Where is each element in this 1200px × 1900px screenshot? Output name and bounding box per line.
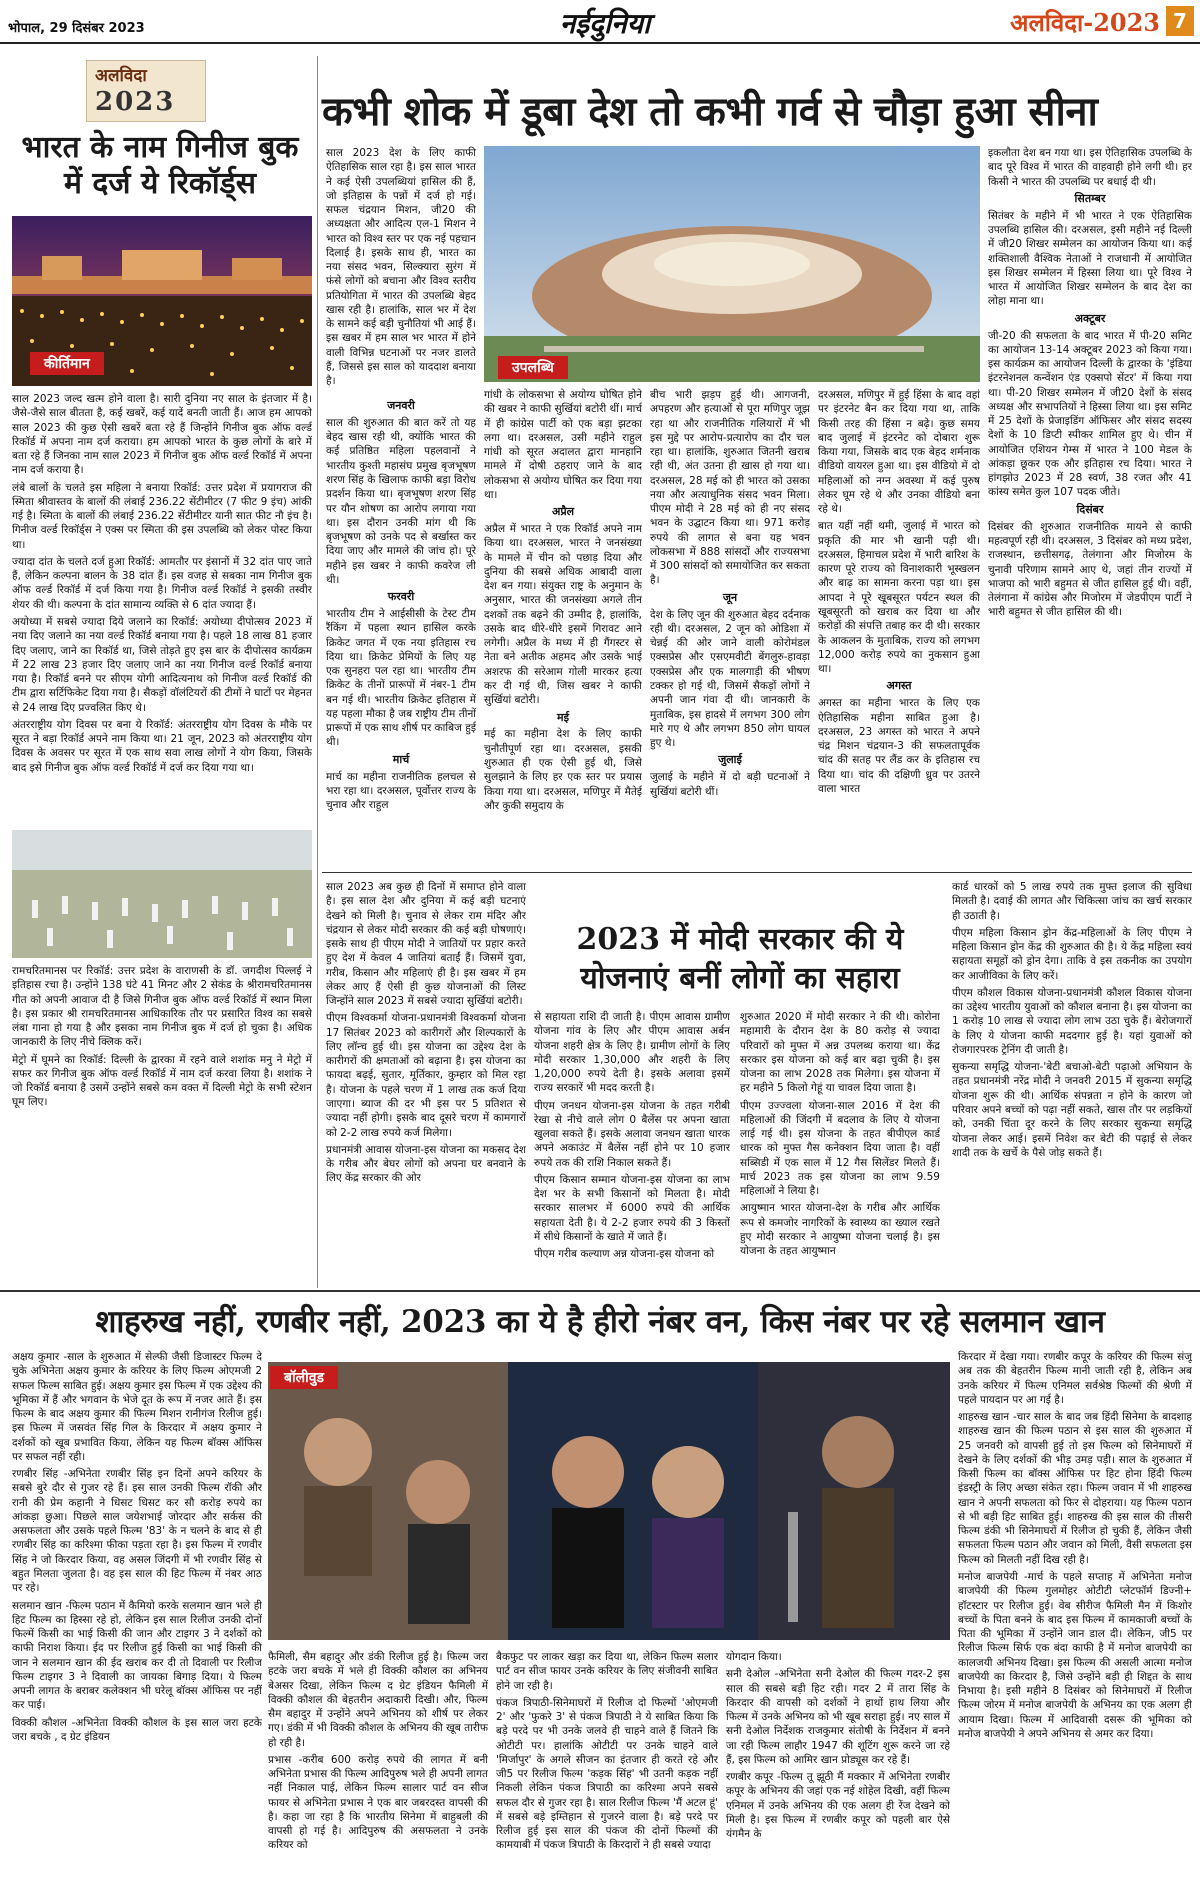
march-text: मार्च का महीना राजनीतिक हलचल से भरा रहा था। दरअसल, पूर्वोत्तर राज्य के चुनाव और राहुल: [326, 770, 476, 812]
october-text: जी-20 की सफलता के बाद भारत में पी-20 समिट का आयोजन 13-14 अक्टूबर 2023 को किया गया। इस कार्यक्रम का आयोजन दिल्ली के द्वारका के 'इंडिया इंटरनेशनल कन्वेंशन एंड एक्सपो सेंटर' में किया गया था। पी-20 शिखर सम्मेलन में जी20 देशों के संसद अध्यक्ष और सभापतियों ने हिस्सा लिया था। इस समिट में 25 देशों के प्रेजाइडिंग ऑफिसर और संसद सदस्य देशों के 10 डिप्टी स्पीकर शामिल हुए थे। चीन में आयोजित एशियन गेम्स में भारत ने 100 मेडल के आंकड़ा छूकर एक और इतिहास रच दिया। भारत ने हांगझोउ 2023 में 28 स्वर्ण, 38 रजत और 41 कांस्य समेत कुल 107 पदक जीते।: [988, 329, 1192, 499]
modi-drone-text: पीएम महिला किसान ड्रोन केंद्र-महिलाओं के लिए पीएम ने महिला किसान ड्रोन केंद्र की शुरुआत की है। ये केंद्र महिला स्वयं सहायता समूहों को ड्रोन देगा। ताकि वे इस तकनीक का उपयोग कर आजीविका के लिए करें।: [952, 926, 1192, 982]
bollywood-right-col: [958, 1350, 1192, 1892]
bolly-prabhas-cont-text: बैकफुट पर लाकर खड़ा कर दिया था, लेकिन फिल्म सलार पार्ट वन सीज फायर उनके करियर के लिए संजीवनी साबित होने जा रही है।: [496, 1651, 718, 1692]
october-heading: अक्टूबर: [1074, 311, 1106, 325]
guinness-record-ramcharit: रामचरितमानस पर रिकॉर्ड: उत्तर प्रदेश के वाराणसी के डॉ. जगदीश पिल्लई ने इतिहास रचा है। उन्होंने 138 घंटे 41 मिनट और 2 सेकंड के श्रीरामचरितमानस गीत को अपनी आवाज दी है जिसे गिनीज बुक ऑफ वर्ल्ड रिकॉर्ड में स्थान मिला है। इस प्रकार श्री रामचरितमानस आधिकारिक तौर पर प्रसारित विश्व का सबसे लंबा गाना हो गया है और इसका नाम गिनीज बुक में दर्ज हो चुका है। अधिक जानकारी के लिए नीचे क्लिक करें।: [12, 965, 312, 1049]
may-cont-text: बीच भारी झड़प हुई थी। आगजनी, अपहरण और हत्याओं से पूरा मणिपुर जूझ रहा था और राजनीतिक गलियारों में भी इस मुद्दे पर आरोप-प्रत्यारोप का दौर चल रहा था। हालांकि, शुरुआत जितनी खराब रही थी, अंत उतना ही खास हो गया था। दरअसल, 28 मई को ही भारत को उसका नया और अत्याधुनिक संसद भवन मिला। पीएम मोदी ने 28 मई को ही नए संसद भवन के उद्घाटन किया था। 971 करोड़ रुपये की लागत से बना यह भवन लोकसभा में 888 सांसदों और राज्यसभा में 300 सांसदों को समायोजित कर सकता है।: [650, 389, 810, 587]
bollywood-mid-col1: [268, 1650, 488, 1892]
may-heading: मई: [557, 710, 569, 724]
april-heading: अप्रैल: [551, 505, 575, 519]
guinness-record-ayodhya: अयोध्या में सबसे ज्यादा दिये जलाने का रिकॉर्ड: अयोध्या दीपोत्सव 2023 में नया दिए जलाने का नया वर्ल्ड रिकॉर्ड बनाया गया है। पहले 18 लाख 81 हजार दिए जलाए, जाने का रिकॉर्ड था, जिसे तोड़ते हुए इस बार के दीपोत्सव कार्यक्रम में 22 लाख 23 हजार दिए जलाए जाने का नया गिनीज वर्ल्ड रिकॉर्ड बनाया गया है। रिकॉर्ड बनने पर सीएम योगी आदित्यनाथ को गिनीज वर्ल्ड रिकॉर्ड की टीम द्वारा सर्टिफिकेट दिया गया है। सैकड़ों वॉलंटियरों की टीमों ने घाटों पर मेहनत से 24 लाख दिए प्रज्वलित किए थे।: [12, 615, 312, 714]
modi-ayushman-cont-text: कार्ड धारकों को 5 लाख रुपये तक मुफ्त इलाज की सुविधा मिलती है। दवाई की लागत और चिकित्सा जांच का खर्च सरकार ही उठाती है।: [952, 881, 1192, 922]
modi-col1: [326, 880, 526, 1284]
guinness-record-metro: मेट्रो में घूमने का रिकॉर्ड: दिल्ली के द्वारका में रहने वाले शशांक मनु ने मेट्रो में सफर कर गिनीज बुक ऑफ वर्ल्ड रिकॉर्ड में नाम दर्ज करवा लिया है। शशांक ने जो रिकॉर्ड बनाया है उसमें उन्होंने सबसे कम वक्त में दिल्ली मेट्रो के सभी स्टेशन घूम लिए।: [12, 1053, 312, 1109]
may-text: मई का महीना देश के लिए काफी चुनौतीपूर्ण रहा था। दरअसल, इसकी शुरुआत ही एक ऐसी हुई थी, जिसे सुलझाने के लिए हर एक स्तर पर प्रयास किया गया था। दरअसल, मणिपुर में मैतेई और कुकी समुदाय के: [484, 728, 642, 812]
modi-awas-cont-text: से सहायता राशि दी जाती है। पीएम आवास ग्रामीण योजना गांव के लिए और पीएम आवास अर्बन योजना शहरी क्षेत्र के लिए है। ग्रामीण लोगों के लिए मोदी सरकार 1,30,000 और शहरी के लिए 1,20,000 रुपये देती है। इसके अलावा इसमें राज्य सरकारें भी मदद करती है।: [534, 1011, 730, 1095]
bolly-salman-text: सलमान खान -फिल्म पठान में कैमियो करके सलमान खान भले ही हिट फिल्म का हिस्सा रहे हो, लेकिन इस साल रिलीज उनकी दोनों फिल्में किसी का भाई किसी की जान और टाइगर 3 ने दर्शकों को काफी निराश किया। ईद पर रिलीज हुई किसी का भाई किसी की जान ने सलमान खान की ईद खराब कर दी तो दिवाली पर रिलीज फिल्म टाइगर 3 ने दिवाली का जायका बिगाड़ दिया। ये फिल्म अपनी लागत के बराबर कलेक्शन भी घरेलू बॉक्स ऑफिस पर नहीं कर पाई।: [12, 1599, 262, 1712]
guinness-record-hair: लंबे बालों के चलते इस महिला ने बनाया रिकॉर्ड: उत्तर प्रदेश में प्रयागराज की स्मिता श्रीवास्तव के बालों की लंबाई 236.22 सेंटीमीटर (7 फीट 9 इंच) आंकी गई है। स्मिता के बालों की लंबाई 236.22 सेंटीमीटर यानी सात फीट नौ इंच है। गिनीज वर्ल्ड रिकॉर्ड्स ने एक्स पर स्मिता की इस उपलब्धि को लेकर पोस्ट किया था।: [12, 481, 312, 551]
august-cont-text: इकलौता देश बन गया था। इस ऐतिहासिक उपलब्धि के बाद पूरे विश्व में भारत की वाहवाही होने लगी थी। हर किसी ने भारत की उपलब्धि पर बधाई दी थी।: [988, 147, 1192, 188]
bollywood-actors-collage-icon: [268, 1362, 950, 1640]
april-text: अप्रैल में भारत ने एक रिकॉर्ड अपने नाम किया था। दरअसल, भारत ने जनसंख्या के मामले में चीन को पछाड़ दिया और दुनिया की सबसे अधिक आबादी वाला देश बन गया। संयुक्त राष्ट्र के अनुमान के अनुसार, भारत की जनसंख्या अगले तीन दशकों तक बढ़ने की उम्मीद है, हालांकि, उसके बाद धीरे-धीरे इसमें गिरावट आने लगेगी। अप्रैल के मध्य में ही गैंगस्टर से नेता बने अतीक अहमद और उसके भाई अशरफ की सरेआम गोली मारकर हत्या कर दी गई थी, जिस खबर ने काफी सुर्खियां बटोरी।: [484, 523, 642, 707]
february-text: भारतीय टीम ने आईसीसी के टेस्ट टीम रैंकिंग में पहला स्थान हासिल करके क्रिकेट जगत में एक नया इतिहास रच दिया था। क्रिकेट प्रेमियों के लिए यह एक सुनहरा पल रहा था। भारतीय टीम क्रिकेट के तीनों प्रारूपों में नंबर-1 टीम बन गई थी। भारतीय क्रिकेट इतिहास में यह पहला मौका है जब राष्ट्रीय टीम तीनों प्रारूपों में एक साथ शीर्ष पर काबिज हुई थी।: [326, 608, 476, 749]
year-review-col5: [818, 388, 980, 866]
august-heading: अगस्त: [886, 679, 912, 693]
guinness-article-cont: [12, 964, 312, 1282]
bollywood-left-col: [12, 1350, 262, 1892]
august-text: अगस्त का महीना भारत के लिए एक ऐतिहासिक महीना साबित हुआ है। दरअसल, 23 अगस्त को भारत ने अपने चंद्र मिशन चंद्रयान-3 की सफलतापूर्वक चांद की सतह पर लैंड कर के इतिहास रच दिया था। चांद की दक्षिणी ध्रुव पर उतरने वाला भारत: [818, 697, 980, 795]
left-column-divider: [317, 56, 318, 1288]
modi-col3: [740, 1010, 940, 1284]
january-heading: जनवरी: [387, 399, 415, 412]
parliament-building-photo-icon: [484, 146, 980, 382]
yoga-crowd-photo-icon: [12, 830, 312, 958]
bolly-manoj-text: मनोज बाजपेयी -मार्च के पहले सप्ताह में अभिनेता मनोज बाजपेयी की फिल्म गुलमोहर ओटीटी प्लेटफॉर्म डिज्नी+ हॉटस्टार पर रिलीज हुई। वेब सीरीज फैमिली मैन में किशोर बच्चों के पिता बनने के बाद इस फिल्म में कामकाजी बच्चों के पिता की भूमिका में उन्होंने जान डाल दी। लेकिन, जी5 पर रिलीज फिल्म सिर्फ एक बंदा काफी है में मनोज बाजपेयी का कालजयी अभिनय दिखा। इस फिल्म की असली आत्मा मनोज बाजपेयी का किरदार है, जिसे उन्होंने बड़ी ही शिद्दत के साथ निभाया है। इसी महीने 8 दिसंबर को सिनेमाघरों में रिलीज फिल्म जोरम में मनोज बाजपेयी के अभिनय का एक अलग ही आयाम दिखा। फिल्म में आदिवासी दसरू की भूमिका को मनोज बाजपेयी ने अपने अभिनय से अमर कर दिया।: [958, 1570, 1192, 1740]
guinness-intro: साल 2023 जल्द खत्म होने वाला है। सारी दुनिया नए साल के इंतजार में है। जैसे-जैसे साल बीतता है, कई खबरें, कई यादें बनती जाती हैं। आज हम आपको साल 2023 की कुछ ऐसी खबरें बता रहे हैं जिन्होंने गिनीज बुक ऑफ वर्ल्ड रिकॉर्ड में अपना नाम दर्ज कराया। हम आपको भारत के कुछ लोगों के बारे में बता रहे हैं जिनका नाम साल 2023 में गिनीज बुक ऑफ वर्ल्ड रिकॉर्ड में अपना नाम दर्ज कराया है।: [12, 393, 312, 477]
year-review-intro: [326, 146, 476, 396]
december-heading: दिसंबर: [1076, 502, 1104, 516]
edition-date: भोपाल, 29 दिसंबर 2023: [8, 21, 145, 36]
masthead: [0, 0, 1200, 44]
september-text: सितंबर के महीने में भी भारत ने एक ऐतिहासिक उपलब्धि हासिल की। दरअसल, इसी महीने नई दिल्ली में जी20 शिखर सम्मेलन का आयोजन किया था। कई शक्तिशाली वैश्विक नेताओं ने राजधानी में आयोजित इस शिखर सम्मेलन में हिस्सा लिया था। पूरे विश्व ने भारत में आयोजित शिखर सम्मेलन के बाद देश का लोहा माना था।: [988, 209, 1192, 308]
year-review-intro-text: साल 2023 देश के लिए काफी ऐतिहासिक साल रहा है। इस साल भारत ने कई ऐसी उपलब्धियां हासिल की हैं, जो इतिहास के पन्नों में दर्ज हो गई। सफल चंद्रयान मिशन, जी20 की अध्यक्षता और आदित्य एल-1 मिशन ने भारत को विश्व स्तर पर एक नई पहचान दिलाई है। इसके साथ ही, भारत का नया संसद भवन, सिल्क्यारा सुरंग में फंसे लोगों को बचाना और विश्व स्तरीय प्रतियोगिता में भारत की उपलब्धि बेहद खास रही है। हालांकि, साल भर में देश के सामने कई बड़ी चुनौतियां भी आई हैं। इस खबर में हम साल भर भारत में होने वाली विभिन्न घटनाओं पर नजर डालते हैं, जिससे इस साल को याददाश बनाया है।: [326, 147, 476, 388]
upalabdhi-tag: उपलब्धि: [498, 356, 568, 379]
guinness-article: [12, 392, 312, 880]
bolly-ranbir-text: रणबीर कपूर -फिल्म तू झूठी मैं मक्कार में अभिनेता रणबीर कपूर के अभिनय की जहां एक नई शोहेल दिखी, वहीं फिल्म एनिमल में उनके अभिनय की एक अलग ही रेंज देखने को मिली है। इस फिल्म में रणबीर कपूर को पहली बार ऐसे यंगमैन के: [726, 1771, 950, 1841]
badge-line2: 2023: [95, 87, 176, 117]
modi-intro-text: साल 2023 अब कुछ ही दिनों में समाप्त होने वाला है। इस साल देश और दुनिया में कई बड़ी घटनाएं देखने को मिली है। चुनाव से लेकर राम मंदिर और चंद्रयान से लेकर मोदी सरकार की कई बड़ी घोषणाएं। इसके साथ ही पीएम मोदी ने जातियों पर प्रहार करते हुए देश में केवल 4 जातियां बताईं हैं। जिसमें युवा, गरीब, किसान और महिलाएं ही है। इस खबर में हम लेकर आए हैं ऐसी ही कुछ योजनाओं की लिस्ट जिन्होंने साल 2023 में सबसे ज्यादा सुर्खियां बटोरी।: [326, 881, 526, 1008]
page-number: 7: [1166, 6, 1194, 36]
badge-line1: अलविदा: [95, 66, 147, 86]
bollywood-mid-col3: [726, 1650, 950, 1892]
february-heading: फरवरी: [387, 590, 415, 604]
modi-col4: [952, 880, 1192, 1284]
modi-kaushal-text: पीएम कौशल विकास योजना-प्रधानमंत्री कौशल विकास योजना का उद्देश्य भारतीय युवाओं को कौशल बनाना है। इस योजना का 1 करोड़ 10 लाख से ज्यादा लोग लाभ उठा चुके हैं। बेरोजगारों के लिए ये योजना काफी मददगार हुई है। यहां युवाओं को रोजगारपरक ट्रेनिंग दी जाती है।: [952, 986, 1192, 1056]
bollywood-mid-col2: [496, 1650, 718, 1892]
newspaper-logo: नईदुनिया: [559, 7, 651, 40]
guinness-headline: भारत के नाम गिनीज बुक में दर्ज ये रिकॉर्ड्स: [21, 130, 299, 201]
modi-anna-text: पीएम गरीब कल्याण अन्न योजना-इस योजना को: [534, 1248, 715, 1261]
year-review-col3: [484, 388, 642, 866]
bolly-vicky-text: विक्की कौशल -अभिनेता विक्की कौशल के इस साल जरा हटके जरा बचके , द ग्रेट इंडियन: [12, 1716, 262, 1743]
modi-schemes-headline: 2023 में मोदी सरकार की ये योजनाएं बनीं लोगों का सहारा: [576, 922, 904, 996]
modi-ayushman-text: आयुष्मान भारत योजना-देश के गरीब और आर्थिक रूप से कमजोर नागरिकों के स्वास्थ्य का ख्याल रखते हुए मोदी सरकार ने आयुष्मा योजना चलाई है। इस योजना के तहत आयुष्मान: [740, 1202, 940, 1258]
modi-ujjwala-text: पीएम उज्ज्वला योजना-साल 2016 में देश की महिलाओं की जिंदगी में बदलाव के लिए ये योजना लाई गई थी। इस योजना के तहत बीपीएल कार्ड धारक को मुफ्त गैस कनेक्शन दिया जाता है। वहीं सब्सिडी में एक साल में 12 गैस सिलेंडर मिलते हैं। मार्च 2023 तक इस योजना का लाभ 9.59 महिलाओं ने लिया है।: [740, 1099, 940, 1198]
september-heading: सितम्बर: [1074, 191, 1106, 205]
bolly-pankaj-cont-text: योगदान किया।: [726, 1651, 782, 1663]
bolly-pankaj-text: पंकज त्रिपाठी-सिनेमाघरों में रिलीज दो फिल्मों 'ओएमजी 2' और 'फुकरे 3' से पंकज त्रिपाठी ने ये साबित किया कि बड़े परदे पर भी उनके जलवे ही चाहने वाले हैं जितने कि ओटीटी पर। हालांकि ओटीटी पर उनके चाहने वाले 'मिर्जापुर' के अगले सीजन का इंतजार ही करते रहे और जी5 पर रिलीज फिल्म 'कड़क सिंह' भी उतनी कड़क नहीं निकली लेकिन पंकज त्रिपाठी का करिश्मा अपने सबसे सफल दौर से गुजर रहा है। साल रिलीज फिल्म 'मैं अटल हूं' में सबसे बड़े इम्तिहान से गुजरने वाला है। बड़े परदे पर रिलीज हुई इस साल की पंकज की दोनों फिल्मों की कामयाबी में पंकज त्रिपाठी के किरदारों ने ही सबसे ज्यादा: [496, 1696, 718, 1852]
modi-anna-cont-text: शुरुआत 2020 में मोदी सरकार ने की थी। कोरोना महामारी के दौरान देश के 80 करोड़ से ज्यादा परिवारों को मुफ्त में अन्न उपलब्ध कराया था। केंद्र सरकार इस योजना को कई बार बढ़ा चुकी है। इस योजना का लाभ 2028 तक मिलेगा। इस योजना में हर महीने 5 किलो गेहूं या चावल दिया जाता है।: [740, 1011, 940, 1095]
yoga-photo: [12, 830, 312, 958]
march-cont-text: गांधी के लोकसभा से अयोग्य घोषित होने की खबर ने काफी सुर्खियां बटोरी थीं। मार्च में ही कांग्रेस पार्टी को एक बड़ा झटका लगा था। दरअसल, उसी महीने राहुल गांधी को सूरत अदालत द्वारा मानहानि मामले में दोषी ठहराए जाने के बाद लोकसभा से अयोग्य घोषित कर दिया गया था।: [484, 389, 642, 501]
june-heading: जून: [722, 590, 738, 604]
january-text: साल की शुरुआत की बात करें तो यह बेहद खास रही थी, क्योंकि भारत की कई प्रतिष्ठित महिला पहलवानों ने भारतीय कुश्ती महासंघ प्रमुख बृजभूषण शरण सिंह के खिलाफ काफी बड़ा विरोध प्रदर्शन किया था। बृजभूषण शरण सिंह पर यौन शोषण का आरोप लगाया गया था। इस दौरान उनकी मांग थी कि बृजभूषण को उनके पद से बर्खास्त कर दिया जाए और मामले की जांच हो। पूरे महीने इस खबर ने काफी कवरेज ली थी।: [326, 416, 476, 586]
bollywood-collage: [268, 1362, 950, 1640]
modi-vishwakarma-text: पीएम विश्वकर्मा योजना-प्रधानमंत्री विश्वकर्मा योजना 17 सितंबर 2023 को कारीगरों और शिल्पकारों के लिए लॉन्च हुई थी। इस योजना का उद्देश्य देश के कारीगरों की क्षमताओं को बढ़ाना है। इस योजना का फायदा बढ़ई, सुतार, मूर्तिकार, कुम्हार को मिल रहा है। योजना के पहले चरण में 1 लाख तक कर्ज दिया जाएगा। ब्याज की दर भी इस पर 5 प्रतिशत से ज्यादा नहीं होगी। इसके बाद दूसरे चरण में कामगारों को 2-2 लाख रुपये कर्ज मिलेगा।: [326, 1012, 526, 1139]
december-text: दिसंबर की शुरुआत राजनीतिक मायने से काफी महत्वपूर्ण रही थी। दरअसल, 3 दिसंबर को मध्य प्रदेश, राजस्थान, छत्तीसगढ़, तेलंगाना और मिजोरम के चुनावी परिणाम सामने आए थे, जहां तीन राज्यों में भाजपा को भारी बहुमत से जीत हासिल हुई थी। वहीं, तेलंगाना में कांग्रेस और मिजोरम में जेडपीएम पार्टी ने भारी बहुमत से जीत हासिल की थी।: [988, 520, 1192, 619]
year-review-col2: [326, 396, 476, 866]
march-heading: मार्च: [392, 752, 410, 766]
bolly-akshay-text: अक्षय कुमार -साल के शुरुआत में सेल्फी जैसी डिजास्टर फिल्म दे चुके अभिनेता अक्षय कुमार के करियर के लिए फिल्म ओएमजी 2 सफल फिल्म साबित हुई। अक्षय कुमार इस फिल्म में एक उद्देश्य की भूमिका में हैं और भगवान के भेजे दूत के रूप में नजर आते हैं। इस फिल्म के बाद अक्षय कुमार की फिल्म मिशन रानीगंज रिलीज हुई। इस फिल्म में जसवंत सिंह गिल के किरदार में अक्षय कुमार ने दर्शकों को खूब प्रभावित किया, लेकिन यह फिल्म बॉक्स ऑफिस पर सफल नहीं रही।: [12, 1351, 262, 1463]
guinness-record-teeth: ज्यादा दांत के चलते दर्ज हुआ रिकॉर्ड: आमतौर पर इंसानों में 32 दांत पाए जाते हैं, लेकिन कल्पना बालन के 38 दांत हैं। इस वजह से सबका नाम गिनीज बुक ऑफ वर्ल्ड रिकॉर्ड में दर्ज किया गया है। गिनीज वर्ल्ड रिकॉर्ड ने इसकी तस्वीर शेयर की थी। कल्पना के दांत सामान्य व्यक्ति से 6 दांत ज्यादा हैं।: [12, 555, 312, 611]
section-title: अलविदा-2023: [1010, 8, 1160, 37]
june-text: देश के लिए जून की शुरुआत बेहद दर्दनाक रही थी। दरअसल, 2 जून को ओडिशा में चेन्नई की ओर जाने वाली कोरोमंडल एक्सप्रेस और एसएमवीटी बेंगलुरु-हावड़ा एक्सप्रेस और एक मालगाड़ी की भीषण टक्कर हो गई थी, जिसमें सैकड़ों लोगों ने अपनी जान गंवा दी थी। जानकारी के मुताबिक, इस हादसे में लगभग 300 लोग मारे गए थे और लगभग 850 लोग घायल हुए थे।: [650, 608, 810, 750]
july-text: जुलाई के महीने में दो बड़ी घटनाओं ने सुर्खियां बटोरी थीं।: [650, 771, 810, 798]
modi-sukanya-text: सुकन्या समृद्धि योजना-'बेटी बचाओ-बेटी पढ़ाओ अभियान के तहत प्रधानमंत्री नरेंद्र मोदी ने जनवरी 2015 में सुकन्या समृद्धि योजना शुरू की थी। आर्थिक संपन्नता न होने के कारण जो परिवार अपने बच्चों को पढ़ा नहीं सकते, खास तौर पर लड़कियों को, उनकी चिंता दूर करने के लिए सरकार सुकन्या समृद्धि योजना लेकर आई। इसमें निवेश कर बेटी की पढ़ाई से लेकर शादी तक के खर्चे के पैसे जोड़ सकते हैं।: [952, 1061, 1192, 1159]
bolly-ranveer-text: रणबीर सिंह -अभिनेता रणबीर सिंह इन दिनों अपने करियर के सबसे बुरे दौर से गुजर रहे हैं। इस साल उनकी फिल्म रॉकी और रानी की प्रेम कहानी ने धिसट धिसट कर सौ करोड़ रुपये का आंकड़ा छुआ। पिछले साल जयेशभाई जोरदार और सर्कस की असफलता और उसके पहले फिल्म '83' के न चलने के बाद से ही रणबीर सिंह का करिश्मा फीका पड़ता रहा है। इस फिल्म में रणवीर सिंह ने जो किरदार किया, वह असल जिंदगी में भी रणवीर सिंह से बहुत मिलता जुलता है। वह इस साल की हिट फिल्म में नंबर आठ पर रहे।: [12, 1468, 262, 1595]
july-cont-text: दरअसल, मणिपुर में हुई हिंसा के बाद वहां पर इंटरनेट बैन कर दिया गया था, ताकि किसी तरह की हिंसा न बढ़े। कुछ समय बाद जुलाई में इंटरनेट को दोबारा शुरू किया गया, जिसके बाद एक बेहद शर्मनाक वीडियो वायरल हुआ था। इस वीडियो में दो महिलाओं को नग्न अवस्था में कई पुरुष लेकर घूम रहे थे और उनका वीडियो बना रहे थे।: [818, 389, 980, 516]
bollywood-tag: बॉलीवुड: [270, 1366, 338, 1389]
top-story-bottom-rule: [322, 872, 1192, 873]
year-review-headline: कभी शोक में डूबा देश तो कभी गर्व से चौड़ा हुआ सीना: [322, 88, 1098, 135]
alvida-badge: [86, 60, 206, 122]
modi-kisan-text: पीएम किसान सम्मान योजना-इस योजना का लाभ देश भर के सभी किसानों को मिलता है। मोदी सरकार सालभर में 6000 रुपये की आर्थिक सहायता देती है। ये 2-2 हजार रुपये की 3 किस्तों में सीधे किसानों के खाते में जाते हैं।: [534, 1173, 730, 1243]
modi-awas-text: प्रधानमंत्री आवास योजना-इस योजना का मकसद देश के गरीब और बेघर लोगों को अपना घर बनवाने के लिए केंद्र सरकार की ओर: [326, 1143, 526, 1185]
modi-col2: [534, 1010, 730, 1284]
bolly-ranbir-cont-text: किरदार में देखा गया। रणबीर कपूर के करियर की फिल्म संजू अब तक की बेहतरीन फिल्म मानी जाती रही है, लेकिन अब उनके करियर में फिल्म एनिमल सर्वश्रेष्ठ फिल्मों की श्रेणी में पहले पायदान पर आ गई है।: [958, 1351, 1192, 1406]
year-review-col6: [988, 146, 1192, 866]
bolly-shahrukh-text: शाहरुख खान -चार साल के बाद जब हिंदी सिनेमा के बादशाह शाहरुख खान की फिल्म पठान से इस साल की शुरुआत में 25 जनवरी को वापसी हुई तो इस फिल्म को सिनेमाघरों में देखने के लिए दर्शकों की भीड़ उमड़ पड़ी। साल के शुरुआत में किसी फिल्म का बॉक्स ऑफिस पर हिट होना हिंदी फिल्म इंडस्ट्री के लिए अच्छा संकेत रहा। फिल्म जवान में भी शाहरुख खान ने अपनी सफलता को फिर से दोहराया। यह फिल्म पठान से भी बड़ी हिट साबित हुई। शाहरुख की इस साल की तीसरी फिल्म डंकी भी सिनेमाघरों में रिलीज हो चुकी हैं, लेकिन जैसी सफलता फिल्म पठान और जवान को मिली, वैसी सफलता इस फिल्म को मिलती नहीं दिख रही है।: [958, 1411, 1192, 1566]
bollywood-headline: शाहरुख नहीं, रणबीर नहीं, 2023 का ये है हीरो नंबर वन, किस नंबर पर रहे सलमान खान: [95, 1304, 1105, 1340]
bolly-vicky-cont-text: फैमिली, सैम बहादुर और डंकी रिलीज हुई है। फिल्म जरा हटके जरा बचके में भले ही विक्की कौशल का अभिनय बेअसर दिखा, लेकिन फिल्म द ग्रेट इंडियन फैमिली में विक्की कौशल की बेहतरीन अदाकारी दिखी। और, फिल्म सैम बहादुर में उन्होंने अपने अभिनय को शीर्ष पर लेकर गए। डंकी में भी विक्की कौशल के अभिनय की खूब तारीफ हो रही है।: [268, 1651, 488, 1749]
guinness-record-yoga: अंतरराष्ट्रीय योग दिवस पर बना ये रिकॉर्ड: अंतरराष्ट्रीय योग दिवस के मौके पर सूरत ने बड़ा रिकॉर्ड अपने नाम किया था। 21 जून, 2023 को अंतरराष्ट्रीय योग दिवस के अवसर पर सूरत में एक साथ सवा लाख लोगों ने योग किया, जिसके बाद इसे गिनीज बुक ऑफ वर्ल्ड रिकॉर्ड में दर्ज कर दिया गया था।: [12, 718, 312, 774]
modi-jandhan-text: पीएम जनधन योजना-इस योजना के तहत गरीबी रेखा से नीचे वाले लोग 0 बैलेंस पर अपना खाता खुलवा सकते हैं। इसके अलावा जनधन खाता धारक अपने अकाउंट में बैलेंस नहीं होने पर 10 हजार रुपये तक की राशि निकाल सकते हैं।: [534, 1099, 730, 1169]
bolly-sunny-text: सनी देओल -अभिनेता सनी देओल की फिल्म गदर-2 इस साल की सबसे बड़ी हिट रही। गदर 2 में तारा सिंह के किरदार की वापसी को दर्शकों ने हाथों हाथ लिया और फिल्म में उनके अभिनय को भी खूब सराहा हुई। नए साल में सनी देओल निर्देशक राजकुमार संतोषी के निर्देशन में बनने जा रही फिल्म लाहौर 1947 की शूटिंग शुरू करने जा रहे हैं, इस फिल्म को आमिर खान प्रोड्यूस कर रहे हैं।: [726, 1668, 950, 1766]
kirtiman-tag: कीर्तिमान: [30, 352, 104, 375]
year-review-col4: [650, 388, 810, 866]
july-heading: जुलाई: [718, 753, 742, 767]
july-cont2-text: बात यहीं नहीं थमी, जुलाई में भारत को प्रकृति की मार भी खानी पड़ी थी। दरअसल, हिमाचल प्रदेश में भारी बारिश के कारण पूरे राज्य को विनाशकारी भूस्खलन और बाढ़ का सामना करना पड़ा था। इस आपदा ने पूरे खूबसूरत पर्यटन स्थल की खूबसूरती को खराब कर दिया था और करोड़ों की संपत्ति तबाह कर दी थी। सरकार के आकलन के मुताबिक, राज्य को लगभग 12,000 करोड़ रुपये का नुकसान हुआ था।: [818, 520, 980, 676]
parliament-photo: [484, 146, 980, 382]
bolly-prabhas-text: प्रभास -करीब 600 करोड़ रुपये की लागत में बनी अभिनेता प्रभास की फिल्म आदिपुरुष भले ही अपनी लागत नहीं निकाल पाई, लेकिन फिल्म सालार पार्ट वन सीज फायर से अभिनेता प्रभास ने एक बार जबरदस्त वापसी की है। कहा जा रहा है कि भारतीय सिनेमा में बाहुबली की वापसी हो गई है। आदिपुरुष की असफलता ने उनके करियर को: [268, 1753, 488, 1852]
bollywood-top-rule: [0, 1290, 1200, 1292]
